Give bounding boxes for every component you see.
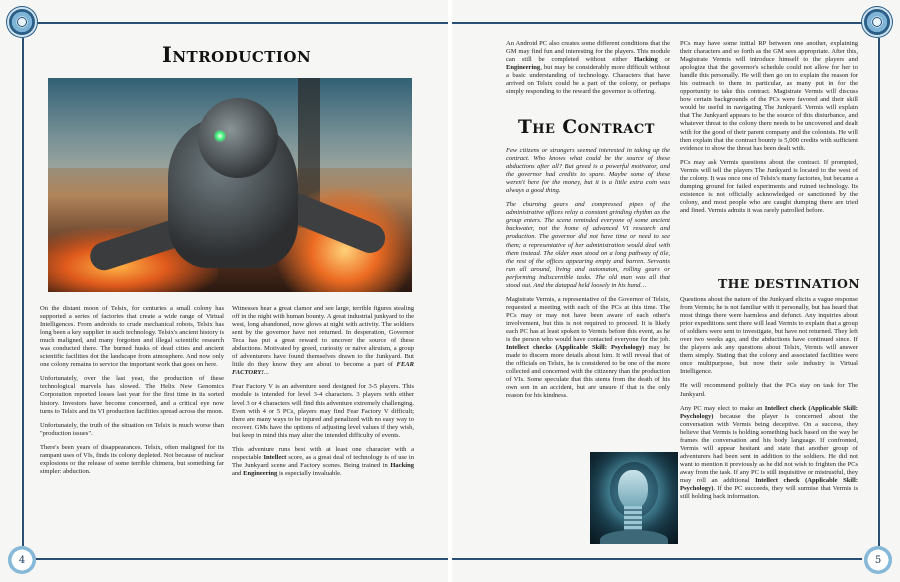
paragraph: PCs may have some initial RP between one another, explaining their characters and so forth as the GM sees appropriate. After this, Magistrate Vermis will introduce himself to the players and apologize that the governor's schedule could not allow for her to handle this personally. He will then go on to explain the reason for his outreach to them in particular, as many put in for the opportunity to take this contract. Magistrate Vermis will discuss how certain backgrounds of the PCs were favored and their skill would be useful in navigating The Junkyard. Vermis will explain that The Junkyard appears to be the source of this disturbance, and whatever threat to the colony there needs to be uncovered and dealt with for the good of their parent company and the colonists. He will then explain that the contract bounty is 5,000 credits with sufficient evidence to show the threat has been dealt with. (680, 40, 858, 152)
circuit-emblem-icon (9, 9, 35, 35)
text-column-2 (680, 40, 858, 221)
paragraph: On the distant moon of Telsix, for centuries a small colony has supported a series of factories that create a wide range of Virtual Intelligences. From androids to crude mechanical robots, Telsix has long been a key supplier in such technology. Telsix's ancient history is much maligned, and many forgotten and illegal scientific research was conducted there. The burned husks of dead cities and ancient scientific facilities dot the landscape from atmosphere. And now only one colony remains to service the important work that goes on here. (40, 305, 224, 369)
top-border-rule (36, 22, 448, 24)
paragraph: Unfortunately, over the last year, the production of these technological marvels has slowed. The Helix New Genomics Corporation reported losses last year for the first time in its sorted history. Investors have become concerned, and a critical eye now turns to Telsix and its VI production facilities spread across the moon. (40, 375, 224, 415)
paragraph: Witnesses hear a great clamor and see large, terrible figures stealing off in the night with human bounty. A great industrial junkyard to the west, long abandoned, now glows at night with activity. The soldiers sent by the governor have not returned. In desperation, Governor Teca has put a great reward to uncover the source of these abductions. Motivated by greed, curiosity or naïve altruism, a group of adventurers have found themselves drawn to the Junkyard. But little do they know they are about to become a part of FEAR FACTORY!... (232, 305, 414, 377)
left-page (0, 0, 448, 582)
right-page (452, 0, 900, 582)
paragraph: This adventure runs best with at least one character with a respectable Intellect score, as a great deal of technology is of use in The Junkyard scene and Factory scenes. Being trained in Hacking and Engineering is especially invaluable. (232, 445, 415, 477)
section-title-contract: The Contract (518, 117, 655, 138)
section-title-destination: THE DESTINATION (718, 276, 860, 291)
page-number: 5 (874, 554, 882, 566)
flavor-text: Few citizens or strangers seemed interested in taking up the contract. Who knows what could be the source of these abductions after all? But greed is a powerful motivator, and the governor had credits to spare. Maybe some of these weren't here for the money, but it is a little extra coin was always a good thing. (506, 147, 670, 195)
bottom-border-rule (36, 558, 448, 560)
page-number-badge (864, 546, 892, 574)
paragraph: Fear Factory V is an adventure seed designed for 3-5 players. This module is intended for level 3-4 characters. 3 players with either level 3 or 4 characters will find this adventure extremely challenging. Even with 4 or 5 PCs, players may find Fear Factory V difficult; there are many ways to be injured and penalized with no easy way to recover. GMs have the options of adjusting level values if they wish, but keep in mind this may alter the intended difficulty of events. (232, 383, 414, 439)
side-border-rule (878, 38, 880, 546)
paragraph: Unfortunately, the truth of the situation on Telsix is much worse than "production issues". (40, 421, 224, 437)
paragraph: Any PC may elect to make an Intellect check (Applicable Skill: Psychology) because the player is concerned about the conversation with Vermis being deceptive. On a success, they believe that Vermis is holding something back based on the way he frames the conversation and his body language. If confronted, Vermis will appear hesitant and state that another group of adventurers had been sent in addition to the soldiers. He did not want to mention it previously as he did not wish to frighten the PCs away from the task. If any PC is still inquisitive or mistrustful, they may roll an additional Intellect check (Applicable Skill: Psychology). If the PC succeeds, they will surmise that Vermis is still holding back information. (680, 404, 859, 501)
page-title: Introduction (162, 42, 312, 67)
paragraph: Magistrate Vermis, a representative of the Governor of Telsix, requested a meeting with each of the PCs at this time. The PCs may or may not have been aware of each other's involvement, but this is not required to proceed. It is likely each PC has at least spoken to Vermis before this event, as he is the person who would have contacted everyone for the job. Intellect checks (Applicable Skill: Psychology) may be made to discern more details about him. It will reveal that of the officials on Telsix, he is considered to be one of the more collected and concerned with the citizenry than the production of VIs. Some speculate that this stems from the death of his own son in an accident, but are unsure if that is the only reason for his kindness. (506, 295, 670, 400)
paragraph: Questions about the nature of the Junkyard elicits a vague response from Vermis; he is not familiar with it personally, but has heard that most things there were harmless and defunct. Any inquiries about prior expeditions sent there will lead Vermis to explain that a group of soldiers were sent to investigate, but have not returned. They left over two weeks ago, and the abductions have continued since. If the players ask any questions about Telsix, Vermis will answer them simply. Stating that the colony and associated facilities were once multipurpose, but now their sole industry is Virtual Intelligence. (680, 296, 858, 376)
android-portrait-illustration (590, 452, 678, 544)
paragraph: PCs may ask Vermis questions about the contract. If prompted, Vermis will tell the players The Junkyard is located to the west of the colony. It was once one of Telsix's many factories, but became a dumping ground for failed experiments and ruined technology. Its existence is not officially acknowledged or sanctioned by the colony, and most people who are caught dumping there are tried and fined. Vermis admits it was rarely patrolled before. (680, 158, 858, 214)
paragraph: There's been years of disappearances. Telsix, often maligned for its rampant uses of VIs, finds its colony depleted. Not because of nuclear explosions or the release of some terrible chimera, but something far simpler: abduction. (40, 443, 224, 475)
bottom-border-rule (452, 558, 862, 560)
text-column-1b (506, 147, 670, 406)
paragraph: An Android PC also creates some different conditions that the GM may find fun and interesting for the players. This module can still be completed without either Hacking or Engineering, but may be considerably more difficult without a basic understanding of technology. Characters that have arrived on Telsix could be a part of the colony, or perhaps simply responding to the reward the governor is offering. (506, 40, 671, 96)
text-column-2 (232, 305, 414, 484)
page-number-badge (8, 546, 36, 574)
text-column-2b (680, 296, 858, 507)
page-number: 4 (18, 554, 26, 566)
robot-illustration (48, 78, 412, 292)
flavor-text: The churning gears and compressed pipes of the administrative offices relay a constant grinding rhythm as the group enters. The scene reminded everyone of some ancient backwater, not the home of advanced VI research and production. The governor did not have time or need to see them; a representative of her administration would deal with them instead. The older man stood on a long pathway of tile, the rest of the offices appearing empty and barren. Servants run all around, living and automaton, rolling gears or performing indiscernible tasks. The old man was all that stood out. And the datapad held loosely in his hand… (506, 201, 670, 289)
side-border-rule (22, 38, 24, 546)
paragraph: He will recommend politely that the PCs stay on task for The Junkyard. (680, 382, 858, 398)
top-border-rule (452, 22, 862, 24)
text-column-1 (506, 40, 670, 102)
circuit-emblem-icon (864, 9, 890, 35)
robot-eye-icon (214, 130, 226, 142)
text-column-1 (40, 305, 224, 482)
